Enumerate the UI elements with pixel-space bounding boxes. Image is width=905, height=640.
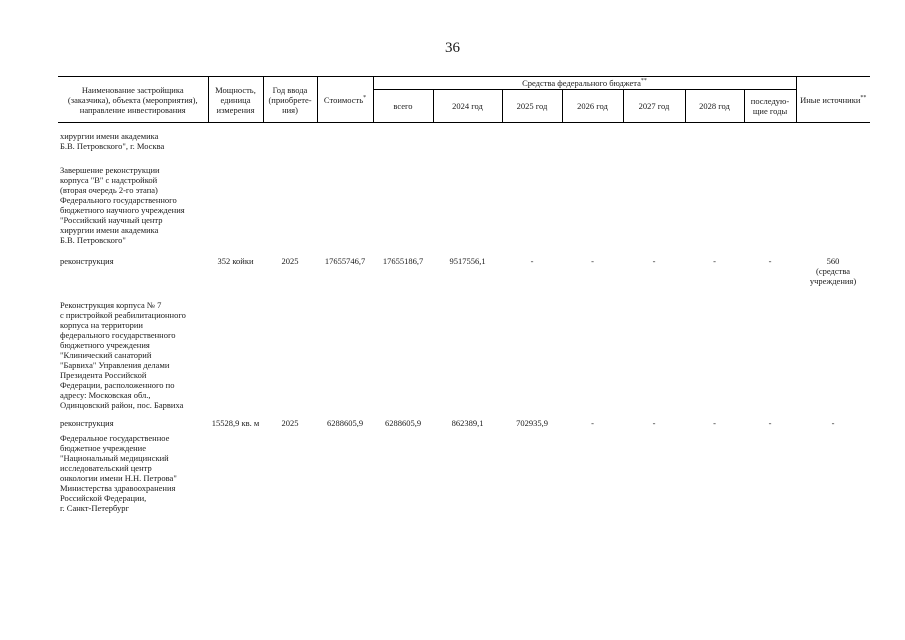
table-body bbox=[58, 123, 870, 514]
header-2025: 2025 год bbox=[502, 90, 562, 123]
value-2024: 9517556,1 bbox=[449, 256, 486, 266]
table-row bbox=[58, 433, 870, 513]
value-2025: - bbox=[530, 256, 534, 266]
year-value: 2025 bbox=[281, 418, 299, 428]
table-row bbox=[58, 131, 870, 165]
value-2027: - bbox=[652, 256, 656, 266]
object-description: Завершение реконструкции корпуса "В" с надстройкой (вторая очередь 2-го этапа) Федерального государственного бюджетного научного учреждения "Российский научный центр хирургии имени академика Б.В. Петровского" bbox=[60, 165, 185, 245]
header-capacity: Мощность, единица измерения bbox=[208, 77, 263, 123]
table-row bbox=[58, 300, 870, 418]
value-2025: 702935,9 bbox=[516, 418, 548, 428]
value-2028: - bbox=[713, 256, 716, 266]
value-2026: - bbox=[591, 418, 594, 428]
header-total: всего bbox=[373, 90, 433, 123]
capacity-value: 352 койки bbox=[217, 256, 254, 266]
page-number: 36 bbox=[445, 40, 460, 56]
value-later-years: - bbox=[768, 256, 772, 266]
investment-type: реконструкция bbox=[60, 418, 114, 428]
investment-type: реконструкция bbox=[60, 256, 114, 266]
budget-table bbox=[58, 76, 870, 513]
header-2027: 2027 год bbox=[623, 90, 685, 123]
header-later-years: последую-щие годы bbox=[744, 90, 796, 123]
value-2027: - bbox=[652, 418, 656, 428]
header-2024: 2024 год bbox=[433, 90, 502, 123]
header-year: Год ввода (приобрете-ния) bbox=[263, 77, 317, 123]
table-row bbox=[58, 165, 870, 256]
value-2028: - bbox=[713, 418, 716, 428]
table-row bbox=[58, 256, 870, 300]
total-value: 17655186,7 bbox=[382, 256, 424, 266]
header-2026: 2026 год bbox=[562, 90, 623, 123]
header-cost: Стоимость* bbox=[317, 77, 373, 123]
header-federal-budget: Средства федерального бюджета** bbox=[373, 77, 796, 90]
capacity-value: 15528,9 кв. м bbox=[211, 418, 260, 428]
object-description: Реконструкция корпуса № 7 с пристройкой реабилитационного корпуса на территории федерального государственного бюджетного учреждения "Клинический санаторий "Барвиха" Управления делами Президента Российской Федерации, расположенного по адресу: Московская обл., Одинцовский район, пос. Барвиха bbox=[60, 300, 186, 410]
other-sources-value: 560 (средства учреждения) bbox=[809, 256, 857, 286]
header-other-sources: Иные источники** bbox=[796, 77, 870, 123]
table-row bbox=[58, 418, 870, 433]
header-2028: 2028 год bbox=[685, 90, 744, 123]
value-2026: - bbox=[591, 256, 594, 266]
cost-value: 6288605,9 bbox=[326, 418, 364, 428]
object-description: Федеральное государственное бюджетное учреждение "Национальный медицинский исследовательский центр онкологии имени Н.Н. Петрова" Министерства здравоохранения Российской Федерации, г. Санкт-Петербург bbox=[60, 433, 177, 513]
table-header bbox=[58, 77, 870, 123]
object-description: хирургии имени академика Б.В. Петровского", г. Москва bbox=[60, 131, 165, 151]
year-value: 2025 bbox=[281, 256, 299, 266]
cost-value: 17655746,7 bbox=[324, 256, 366, 266]
other-sources-value: - bbox=[831, 418, 835, 428]
total-value: 6288605,9 bbox=[384, 418, 422, 428]
header-name: Наименование застройщика (заказчика), объекта (мероприятия), направление инвестирования bbox=[58, 77, 208, 123]
value-2024: 862389,1 bbox=[451, 418, 484, 428]
value-later-years: - bbox=[768, 418, 772, 428]
